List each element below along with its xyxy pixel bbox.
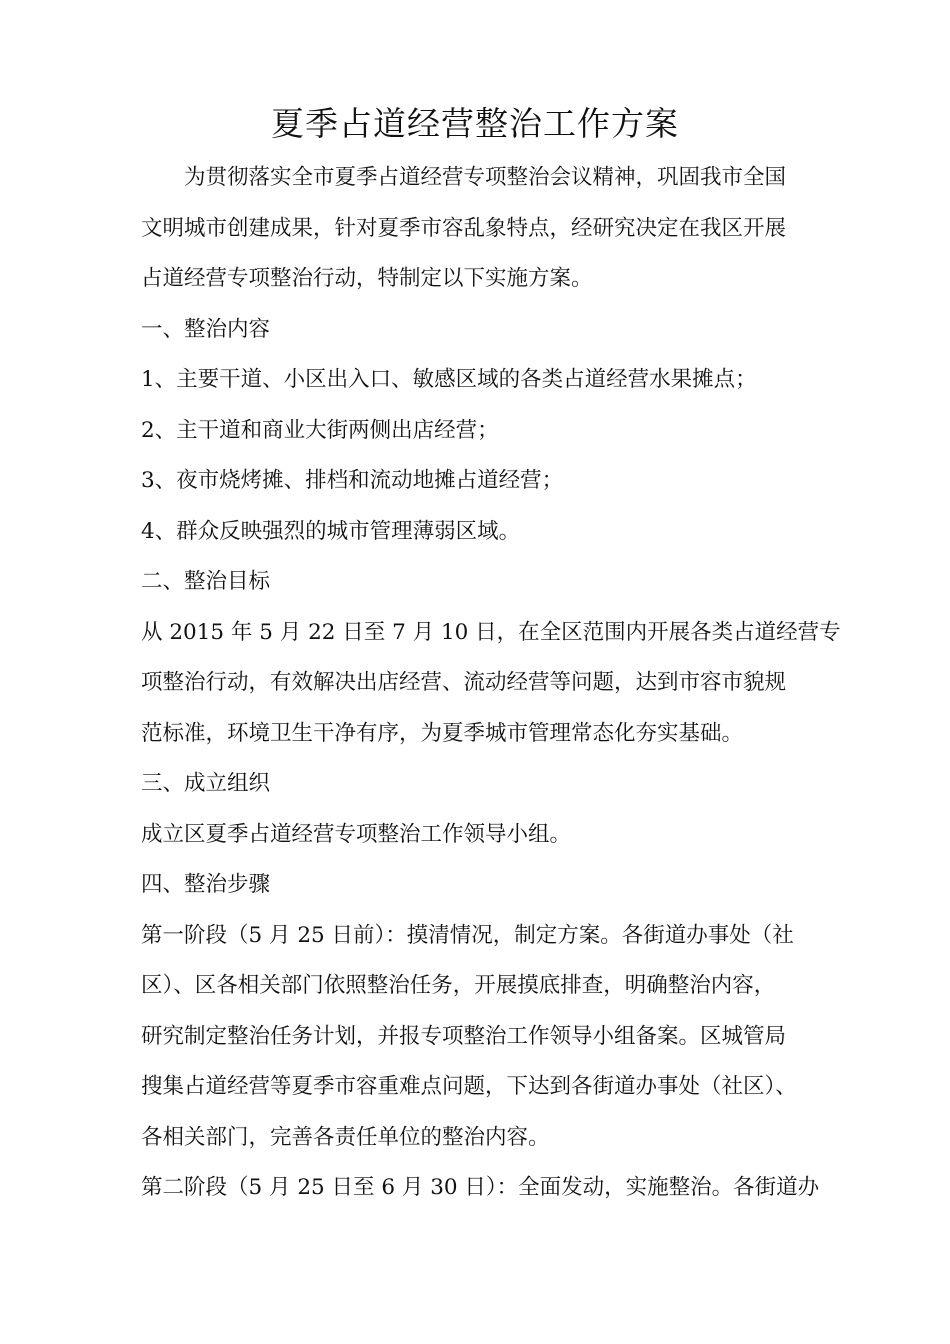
paragraph-line: 为贯彻落实全市夏季占道经营专项整治会议精神，巩固我市全国 — [184, 165, 787, 190]
paragraph-line: 项整治行动，有效解决出店经营、流动经营等问题，达到市容市貌规 — [141, 670, 787, 695]
section-heading: 二、整治目标 — [141, 569, 271, 594]
paragraph-line: 范标准，环境卫生干净有序，为夏季城市管理常态化夯实基础。 — [141, 720, 744, 746]
paragraph-line: 各相关部门，完善各责任单位的整治内容。 — [141, 1124, 550, 1150]
section-heading: 三、成立组织 — [141, 771, 271, 796]
paragraph-line: 研究制定整治任务计划，并报专项整治工作领导小组备案。区城管局 — [141, 1023, 787, 1049]
section-heading: 一、整治内容 — [141, 316, 271, 342]
paragraph-line: 占道经营专项整治行动，特制定以下实施方案。 — [141, 266, 593, 291]
paragraph-line: 区）、区各相关部门依照整治任务，开展摸底排查，明确整治内容， — [141, 973, 776, 998]
paragraph-line: 从 2015 年 5 月 22 日至 7 月 10 日，在全区范围内开展各类占道经营专 — [141, 619, 841, 645]
paragraph-line: 搜集占道经营等夏季市容重难点问题，下达到各街道办事处（社区）、 — [141, 1074, 797, 1099]
list-item: 2、主干道和商业大街两侧出店经营； — [141, 417, 499, 443]
list-item: 3、夜市烧烤摊、排档和流动地摊占道经营； — [141, 468, 564, 493]
list-item: 4、群众反映强烈的城市管理薄弱区域。 — [141, 518, 521, 544]
document-body — [141, 153, 841, 1214]
paragraph-line: 成立区夏季占道经营专项整治工作领导小组。 — [141, 821, 572, 847]
document-title: 夏季占道经营整治工作方案 — [271, 104, 679, 143]
paragraph-line: 文明城市创建成果，针对夏季市容乱象特点，经研究决定在我区开展 — [141, 215, 787, 241]
paragraph-line: 第一阶段（5 月 25 日前）：摸清情况，制定方案。各街道办事处（社 — [141, 922, 794, 948]
list-item: 1、主要干道、小区出入口、敏感区域的各类占道经营水果摊点； — [141, 367, 757, 392]
paragraph-line: 第二阶段（5 月 25 日至 6 月 30 日）：全面发动，实施整治。各街道办 — [141, 1175, 820, 1200]
section-heading: 四、整治步骤 — [141, 872, 271, 897]
